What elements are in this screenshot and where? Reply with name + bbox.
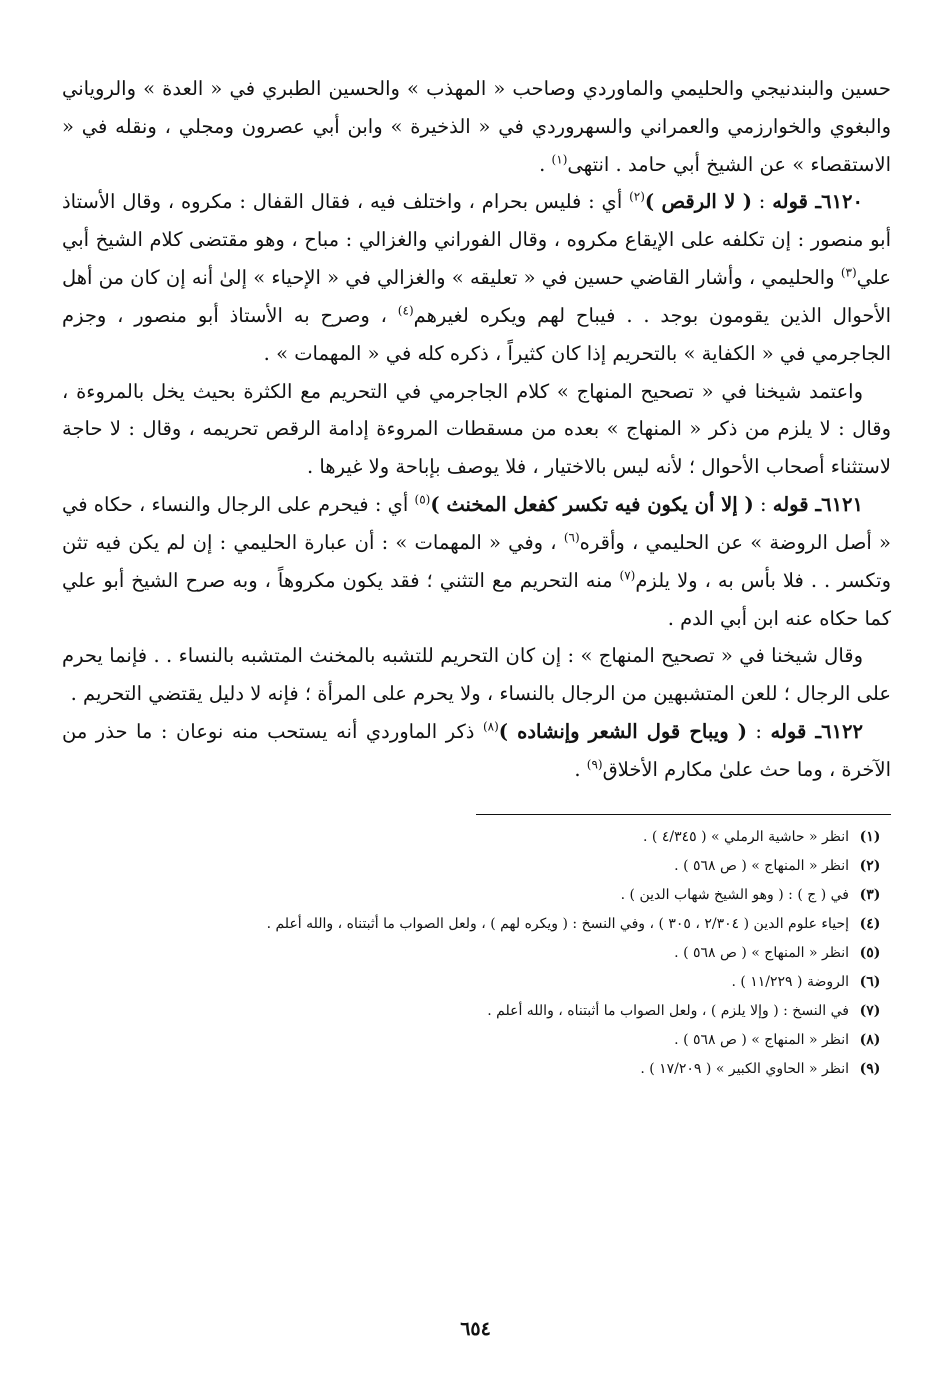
footnote-text: إحياء علوم الدين ( ٢/٣٠٤ ، ٣٠٥ ) ، وفي النسخ : ( ويكره لهم ) ، ولعل الصواب ما أثبتناه ، والله أعلم . xyxy=(266,915,849,932)
text-run: : xyxy=(746,720,771,744)
footnote-row xyxy=(62,997,891,1026)
footnote-ref: (٣) xyxy=(840,265,857,280)
paragraph xyxy=(62,183,891,372)
footnote-ref: (٧) xyxy=(619,568,636,583)
footnote-row xyxy=(62,823,891,852)
footnote-number: (٣) xyxy=(859,886,881,903)
footnote-text: انظر « المنهاج » ( ص ٥٦٨ ) . xyxy=(674,857,849,874)
text-run: ، وفي « المهمات » : أن عبارة الحليمي : إن لم يكن فيه تثن وتكسر . . فلا بأس به ، ولا يلزم xyxy=(62,530,891,592)
footnote-row xyxy=(62,939,891,968)
footnote-row xyxy=(62,968,891,997)
text-run: : xyxy=(752,190,773,214)
text-run: وقال شيخنا في « تصحيح المنهاج » : إن كان التحريم للتشبه بالمخنث المتشبه بالنساء . . فإنما يحرم على الرجال ؛ للعن المتشبهين من الرجال بالنساء ، ولا يحرم على المرأة ؛ فإنه لا دليل يقتضي التحريم . xyxy=(62,644,891,706)
footnote-text: انظر « حاشية الرملي » ( ٤/٣٤٥ ) . xyxy=(643,828,849,845)
paragraph xyxy=(62,637,891,713)
footnote-row xyxy=(62,881,891,910)
footnote-ref: (٢) xyxy=(629,189,645,204)
text-run: : xyxy=(753,493,773,517)
footnote-row xyxy=(62,852,891,881)
paragraph xyxy=(62,373,891,486)
quoted-phrase: ( إلا أن يكون فيه تكسر كفعل المخنث ) xyxy=(430,493,754,517)
footnote-ref: (٨) xyxy=(482,719,499,734)
footnote-ref: (٦) xyxy=(563,530,580,545)
footnote-text: انظر « الحاوي الكبير » ( ١٧/٢٠٩ ) . xyxy=(640,1060,849,1077)
paragraph xyxy=(62,713,891,789)
paragraph xyxy=(62,70,891,183)
text-run: . xyxy=(539,152,552,176)
footnote-text: انظر « المنهاج » ( ص ٥٦٨ ) . xyxy=(674,1031,849,1048)
page-number: ٦٥٤ xyxy=(460,1318,491,1340)
text-run: ذكر الماوردي أنه يستحب منه نوعان : ما حذر من الآخرة ، وما حث علىٰ مكارم الأخلاق xyxy=(62,720,891,781)
footnote-number: (٤) xyxy=(859,915,881,932)
entry-number: ٦١٢٢ـ قوله xyxy=(770,720,863,744)
text-run: والحليمي ، وأشار القاضي حسين في « تعليقه » والغزالي في « الإحياء » إلىٰ أنه إن كان من أهل الأحوال الذين يقومون بوجد . . فيباح لهم ويكره لغيرهم xyxy=(62,266,891,327)
paragraph xyxy=(62,486,891,637)
footnote-ref: (٤) xyxy=(397,303,414,318)
footnote-number: (٥) xyxy=(859,944,881,961)
footnote-ref: (١) xyxy=(551,152,568,167)
footnote-number: (٩) xyxy=(859,1060,881,1077)
footnote-number: (٢) xyxy=(859,857,881,874)
quoted-phrase: ( لا الرقص ) xyxy=(644,190,752,214)
entry-number: ٦١٢١ـ قوله xyxy=(772,493,863,517)
footnote-number: (١) xyxy=(859,828,881,845)
footnote-row xyxy=(62,1055,891,1084)
text-run: ، وصرح به الأستاذ أبو منصور ، وجزم الجاجرمي في « الكفاية » بالتحريم إذا كان كثيراً ، ذكره كله في « المهمات » . xyxy=(62,303,891,365)
footnote-text: في النسخ : ( وإلا يلزم ) ، ولعل الصواب ما أثبتناه ، والله أعلم . xyxy=(487,1002,849,1019)
footnote-text: الروضة ( ١١/٢٢٩ ) . xyxy=(731,973,849,990)
text-run: أي : فليس بحرام ، واختلف فيه ، فقال القفال : مكروه ، وقال الأستاذ أبو منصور : إن تكلفه على الإيقاع مكروه ، وقال الفوراني والغزالي : مباح ، وهو مقتضى كلام الشيخ أبي علي xyxy=(62,190,891,290)
footnote-row xyxy=(62,1026,891,1055)
footnote-number: (٧) xyxy=(859,1002,881,1019)
footnote-number: (٨) xyxy=(859,1031,881,1048)
entry-number: ٦١٢٠ـ قوله xyxy=(772,190,864,214)
text-run: منه التحريم مع التثني ؛ فقد يكون مكروهاً ، وبه صرح الشيخ أبو علي كما حكاه عنه ابن أبي الدم . xyxy=(62,568,891,630)
text-run: أي : فيحرم على الرجال والنساء ، حكاه في « أصل الروضة » عن الحليمي ، وأقره xyxy=(62,493,891,554)
footnote-ref: (٩) xyxy=(586,757,603,772)
footnote-text: في ( ج ) : ( وهو الشيخ شهاب الدين ) . xyxy=(620,886,849,903)
footnote-text: انظر « المنهاج » ( ص ٥٦٨ ) . xyxy=(674,944,849,961)
footnote-row xyxy=(62,910,891,939)
footnote-number: (٦) xyxy=(859,973,881,990)
main-text xyxy=(62,70,891,789)
footnote-separator xyxy=(476,814,891,815)
text-run: . xyxy=(574,757,587,781)
text-run: حسين والبندنيجي والحليمي والماوردي وصاحب « المهذب » والحسين الطبري في « العدة » والروياني والبغوي والخوارزمي والعمراني والسهروردي في « الذخيرة » وابن أبي عصرون ومجلي ، ونقله في « الاستقصاء » عن الشيخ أبي حامد . انتهى xyxy=(62,77,891,176)
footnotes xyxy=(62,823,891,1084)
quoted-phrase: ( ويباح قول الشعر وإنشاده ) xyxy=(498,720,747,744)
text-run: واعتمد شيخنا في « تصحيح المنهاج » كلام الجاجرمي في التحريم مع الكثرة بحيث يخل بالمروءة ، وقال : لا يلزم من ذكر « المنهاج » بعده من مسقطات المروءة إدامة الرقص تحريمه ، وقال : لا حاجة لاستثناء أصحاب الأحوال ؛ لأنه ليس بالاختيار ، فلا يوصف بإباحة ولا غيرها . xyxy=(62,379,891,479)
footnote-ref: (٥) xyxy=(414,492,431,507)
